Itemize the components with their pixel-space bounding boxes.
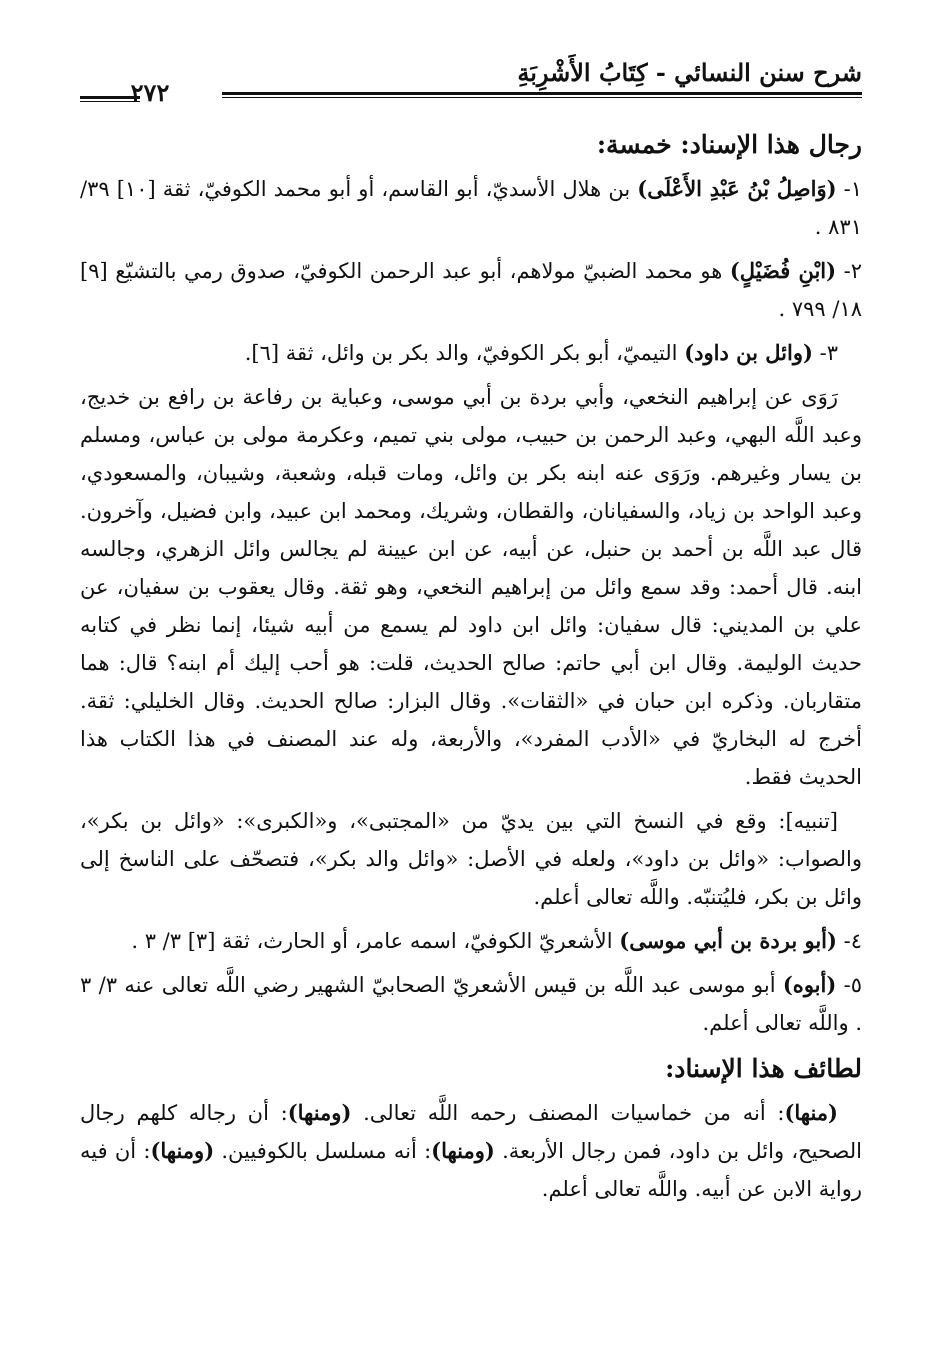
entry-number: ٢- — [836, 259, 862, 283]
narrator-name: (أبو بردة بن أبي موسى) — [619, 928, 837, 953]
subtlety-marker: (منها) — [784, 1100, 838, 1125]
subtlety-marker: (ومنها) — [287, 1100, 352, 1125]
narrator-details: هو محمد الضبيّ مولاهم، أبو عبد الرحمن الكوفيّ، صدوق رمي بالتشيّع [٩] ١٨/ ٧٩٩ . — [80, 259, 862, 321]
narrator-details: التيميّ، أبو بكر الكوفيّ، والد بكر بن وائل، ثقة [٦]. — [244, 341, 685, 365]
subtlety-text: : أن رجاله كلهم رجال الصحيح، وائل بن داود، فمن رجال الأربعة. — [80, 1101, 863, 1163]
subtlety-marker: (ومنها) — [431, 1138, 495, 1163]
narrator-entry-1 — [80, 170, 862, 246]
narrator-entry-3 — [80, 334, 862, 372]
biography-paragraph: رَوَى عن إبراهيم النخعي، وأبي بردة بن أبي موسى، وعباية بن رفاعة بن رافع بن خديج، وعبد اللَّه البهي، وعبد الرحمن بن حبيب، مولى بني تميم، وعكرمة مولى بن عباس، ومسلم بن يسار وغيرهم. ورَوَى عنه ابنه بكر بن وائل، ومات قبله، وشعبة، وشيبان، والمسعودي، وعبد الواحد بن زياد، والسفيانان، والقطان، وشريك، ومحمد ابن عبيد، وابن فضيل، وآخرون. قال عبد اللَّه بن أحمد بن حنبل، عن أبيه، عن ابن عيينة لم يجالس وائل الزهري، وجالسه ابنه. قال أحمد: وقد سمع وائل من إبراهيم النخعي، وهو ثقة. وقال يعقوب بن سفيان، عن علي بن المديني: قال سفيان: وائل ابن داود لم يسمع من أبيه شيئا، إنما نظر في كتابه حديث الوليمة. وقال ابن أبي حاتم: صالح الحديث، قلت: هو أحب إليك أم ابنه؟ قال: هما متقاربان. وذكره ابن حبان في «الثقات». وقال البزار: صالح الحديث. وقال الخليلي: ثقة. أخرج له البخاريّ في «الأدب المفرد»، والأربعة، وله عند المصنف في هذا الكتاب هذا الحديث فقط. — [80, 385, 862, 789]
narrator-entry-2 — [80, 252, 862, 328]
subtlety-marker: (ومنها) — [150, 1138, 215, 1163]
entry-number: ٥- — [836, 973, 862, 997]
narrator-details: بن هلال الأسديّ، أبو القاسم، أو أبو محمد الكوفيّ، ثقة [١٠] ٣٩/ ٨٣١ . — [80, 177, 862, 239]
narrator-name: (ابْنِ فُضَيْلٍ) — [729, 258, 837, 283]
header-title: شرح سنن النسائي - كِتَابُ الأَشْرِبَةِ — [517, 58, 862, 87]
page-body — [80, 124, 862, 1208]
narrator-entry-4 — [80, 922, 862, 960]
narrator-name: (أبوه) — [782, 972, 837, 997]
subtlety-text: : أنه مسلسل بالكوفيين. — [214, 1139, 432, 1163]
header-rule-left — [80, 96, 140, 102]
entry-number: ٤- — [836, 929, 862, 953]
narrator-name: (وَاصِلُ بْنُ عَبْدِ الأَعْلَى) — [637, 176, 837, 201]
section-heading-narrators: رجال هذا الإسناد: خمسة: — [596, 130, 862, 159]
narrator-details: الأشعريّ الكوفيّ، اسمه عامر، أو الحارث، ثقة [٣] ٣/ ٣ . — [131, 929, 620, 953]
entry-number: ١- — [836, 177, 862, 201]
running-header — [80, 48, 862, 108]
header-rule — [222, 92, 862, 98]
subtlety-text: : أنه من خماسيات المصنف رحمه اللَّه تعالى. — [351, 1101, 785, 1125]
section-heading-subtleties: لطائف هذا الإسناد: — [665, 1054, 862, 1083]
narrator-name: (وائل بن داود) — [684, 340, 813, 365]
narrator-details: أبو موسى عبد اللَّه بن قيس الأشعريّ الصحابيّ الشهير رضي اللَّه تعالى عنه ٣/ ٣ . واللَّه تعالى أعلم. — [80, 973, 862, 1035]
narrator-entry-5 — [80, 966, 862, 1042]
page-number: ٢٧٢ — [130, 78, 170, 107]
entry-number: ٣- — [812, 341, 838, 365]
note-paragraph: [تنبيه]: وقع في النسخ التي بين يديّ من «المجتبى»، و«الكبرى»: «وائل بن بكر»، والصواب: «وائل بن داود»، ولعله في الأصل: «وائل والد بكر»، فتصحّف على الناسخ إلى وائل بن بكر، فليُتنبّه. واللَّه تعالى أعلم. — [80, 809, 862, 909]
subtleties-paragraph — [80, 1094, 862, 1208]
subtlety-text: : أن فيه رواية الابن عن أبيه. واللَّه تعالى أعلم. — [80, 1139, 862, 1201]
